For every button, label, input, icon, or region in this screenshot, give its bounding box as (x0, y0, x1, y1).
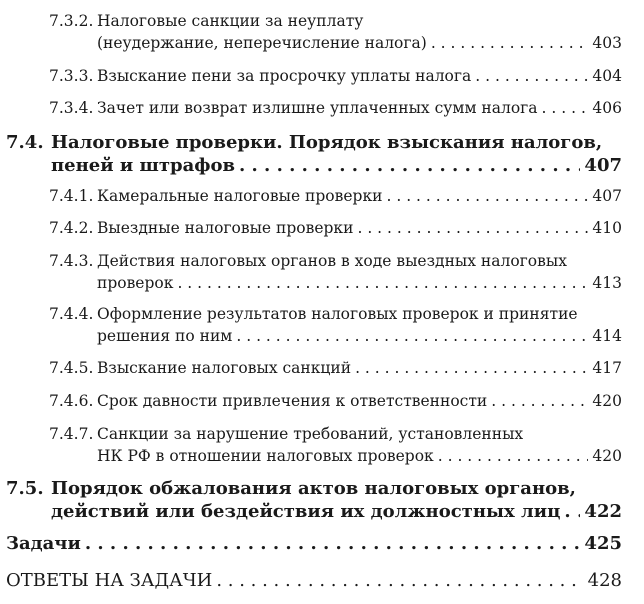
toc-entry-7-4-5[interactable] (49, 357, 622, 379)
entry-title-line: ОТВЕТЫ НА ЗАДАЧИ (6, 570, 213, 591)
entry-title-line: Камеральные налоговые проверки (97, 187, 383, 205)
entry-number: 7.3.2. (49, 12, 94, 30)
entry-title-line: Санкции за нарушение требований, установленных (97, 425, 524, 443)
toc-entry-7-5[interactable] (6, 477, 622, 523)
entry-page: 407 (592, 187, 622, 205)
entry-number: 7.4.1. (49, 187, 94, 205)
entry-page: 407 (584, 155, 622, 176)
entry-number: 7.4.7. (49, 425, 94, 443)
dot-leader (491, 390, 588, 412)
entry-title-line: Выездные налоговые проверки (97, 219, 354, 237)
entry-title-line: НК РФ в отношении налоговых проверок (97, 447, 434, 465)
entry-title-line: проверок (97, 274, 174, 292)
entry-page: 406 (592, 99, 622, 117)
entry-title-line: Задачи (6, 533, 81, 554)
entry-title-line: Оформление результатов налоговых проверок и принятие (97, 305, 578, 323)
entry-title-line: пеней и штрафов (51, 155, 235, 176)
entry-page: 422 (584, 501, 622, 522)
toc-entry-tasks[interactable] (6, 533, 622, 555)
entry-number: 7.4.2. (49, 219, 94, 237)
dot-leader (386, 185, 588, 207)
toc-entry-7-4-2[interactable] (49, 217, 622, 239)
entry-title-line: Зачет или возврат излишне уплаченных сумм налога (97, 99, 538, 117)
toc-entry-7-3-3[interactable] (49, 65, 622, 87)
entry-page: 413 (592, 274, 622, 292)
toc-entry-7-4-4[interactable] (49, 303, 622, 347)
entry-number: 7.4.6. (49, 392, 94, 410)
toc-entry-7-4-1[interactable] (49, 185, 622, 207)
dot-leader (216, 570, 583, 592)
dot-leader (355, 357, 588, 379)
entry-title-line: Срок давности привлечения к ответственности (97, 392, 488, 410)
entry-title-line: Взыскание пени за просрочку уплаты налога (97, 67, 472, 85)
entry-number: 7.4. (6, 132, 44, 153)
dot-leader (85, 533, 581, 555)
toc-entry-7-4-6[interactable] (49, 390, 622, 412)
dot-leader (239, 154, 580, 177)
dot-leader (236, 325, 588, 347)
toc-entry-7-3-4[interactable] (49, 97, 622, 119)
entry-number: 7.4.4. (49, 305, 94, 323)
entry-title-line: действий или бездействия их должностных лиц (51, 501, 561, 522)
entry-page: 420 (592, 447, 622, 465)
toc-entry-7-4-7[interactable] (49, 423, 622, 467)
entry-title-line: Налоговые проверки. Порядок взыскания налогов, (51, 132, 603, 153)
entry-title-line: решения по ним (97, 327, 233, 345)
entry-title-line: Порядок обжалования актов налоговых органов, (51, 478, 576, 499)
toc-entry-7-3-2[interactable] (49, 10, 622, 54)
entry-page: 425 (584, 533, 622, 554)
dot-leader (475, 65, 588, 87)
entry-number: 7.4.3. (49, 252, 94, 270)
entry-title-line: Налоговые санкции за неуплату (97, 12, 364, 30)
entry-page: 403 (592, 34, 622, 52)
dot-leader (431, 32, 589, 54)
entry-page: 414 (592, 327, 622, 345)
entry-number: 7.3.3. (49, 67, 94, 85)
dot-leader (564, 500, 580, 523)
entry-title-line: Взыскание налоговых санкций (97, 359, 352, 377)
entry-page: 410 (592, 219, 622, 237)
toc-entry-7-4[interactable] (6, 131, 622, 177)
entry-page: 420 (592, 392, 622, 410)
dot-leader (357, 217, 588, 239)
entry-page: 404 (592, 67, 622, 85)
entry-page: 417 (592, 359, 622, 377)
entry-number: 7.3.4. (49, 99, 94, 117)
entry-title-line: (неудержание, неперечисление налога) (97, 34, 427, 52)
entry-number: 7.4.5. (49, 359, 94, 377)
toc-entry-7-4-3[interactable] (49, 250, 622, 294)
dot-leader (177, 272, 588, 294)
dot-leader (542, 97, 589, 119)
toc-entry-answers[interactable] (6, 570, 622, 592)
entry-title-line: Действия налоговых органов в ходе выездных налоговых (97, 252, 567, 270)
dot-leader (438, 445, 589, 467)
entry-page: 428 (587, 570, 622, 591)
entry-number: 7.5. (6, 478, 44, 499)
